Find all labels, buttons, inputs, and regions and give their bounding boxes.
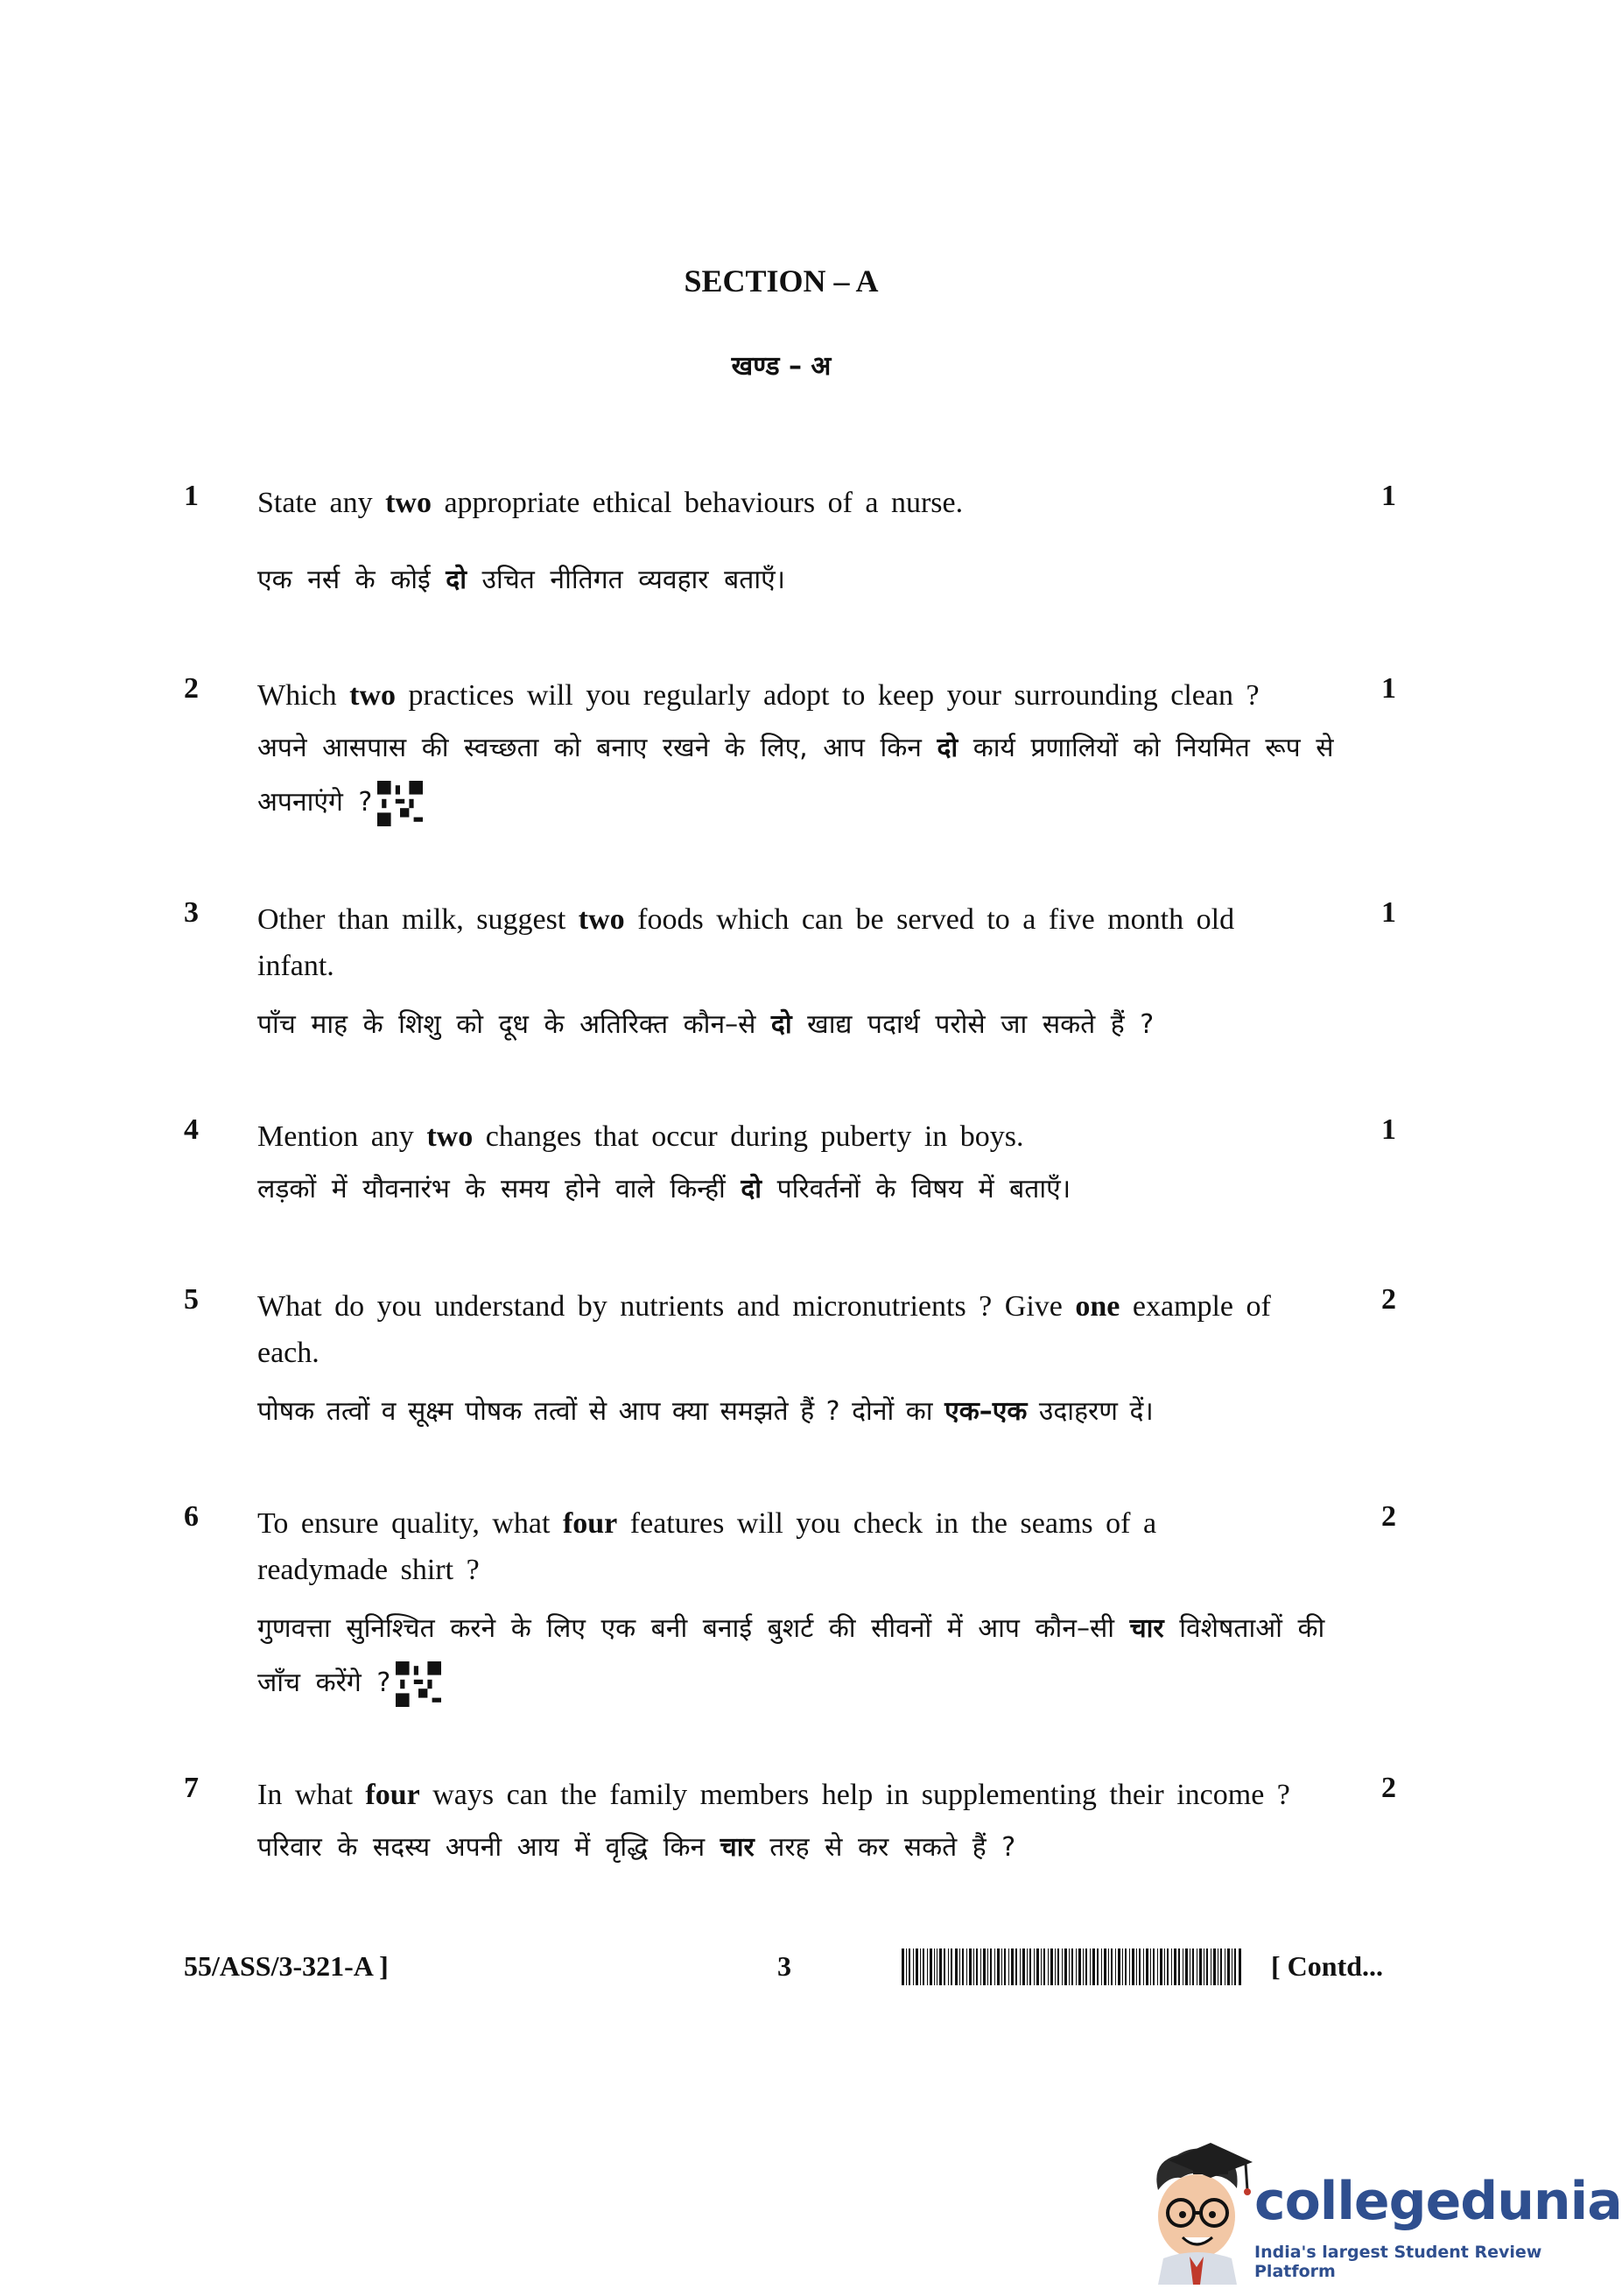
question-marks: 2 [1381,1283,1396,1316]
question-number: 7 [184,1772,199,1804]
question-number: 2 [184,672,199,705]
question-number: 4 [184,1113,199,1146]
qr-code-icon [396,1661,441,1707]
page-number: 3 [777,1950,791,1982]
collegedunia-logo [1142,2136,1622,2285]
question-marks: 2 [1381,1772,1396,1804]
question-text-hi: अपने आसपास की स्वच्छता को बनाए रखने के लिए, आप किन दो कार्य प्रणालियों को नियमित रूप से अपनाएंगे ? [257,721,1343,830]
question-marks: 1 [1381,672,1396,705]
question-text-hi: लड़कों में यौवनारंभ के समय होने वाले किन्हीं दो परिवर्तनों के विषय में बताएँ। [257,1174,1071,1204]
question-number: 3 [184,896,199,929]
question-text-en: In what four ways can the family members help in supplementing their income ? [257,1779,1290,1811]
question-text-hi: एक नर्स के कोई दो उचित नीतिगत व्यवहार बताएँ। [257,565,786,595]
qr-code-icon [377,781,423,826]
question-text-en: To ensure quality, what four features will you check in the seams of a readymade shirt ? [257,1507,1157,1586]
question-text-en: State any two appropriate ethical behaviours of a nurse. [257,487,964,519]
question-number: 5 [184,1283,199,1316]
question-marks: 1 [1381,896,1396,929]
question-text-hi: पोषक तत्वों व सूक्ष्म पोषक तत्वों से आप क्या समझते हैं ? दोनों का एक–एक उदाहरण दें। [257,1396,1154,1427]
continued-label: [ Contd... [1271,1950,1384,1982]
question-text-hi: परिवार के सदस्य अपनी आय में वृद्धि किन चार तरह से कर सकते हैं ? [257,1832,1016,1863]
barcode-icon [902,1948,1243,1985]
question-text-hi: पाँच माह के शिशु को दूध के अतिरिक्त कौन–से दो खाद्य पदार्थ परोसे जा सकते हैं ? [257,1009,1155,1040]
logo-tagline: India's largest Student Review Platform [1254,2243,1542,2281]
question-marks: 1 [1381,1113,1396,1146]
question-text-en: Mention any two changes that occur during puberty in boys. [257,1120,1024,1153]
question-number: 6 [184,1500,199,1533]
question-number: 1 [184,480,199,512]
paper-code: 55/ASS/3-321-A ] [184,1950,389,1982]
student-mascot-icon [1142,2136,1256,2285]
question-marks: 1 [1381,480,1396,512]
question-text-hi: गुणवत्ता सुनिश्चित करने के लिए एक बनी बनाई बुशर्ट की सीवनों में आप कौन–सी चार विशेषताओं की जाँच करेंगे ? [257,1602,1343,1710]
question-marks: 2 [1381,1500,1396,1533]
question-text-en: Which two practices will you regularly adopt to keep your surrounding clean ? [257,679,1260,712]
question-text-en: What do you understand by nutrients and micronutrients ? Give one example of each. [257,1290,1271,1369]
logo-wordmark: collegedunia [1254,2171,1622,2232]
section-title-hindi: खण्ड – अ [731,351,832,382]
question-text-en: Other than milk, suggest two foods which can be served to a five month old infant. [257,903,1235,982]
section-title: SECTION – A [684,263,879,298]
